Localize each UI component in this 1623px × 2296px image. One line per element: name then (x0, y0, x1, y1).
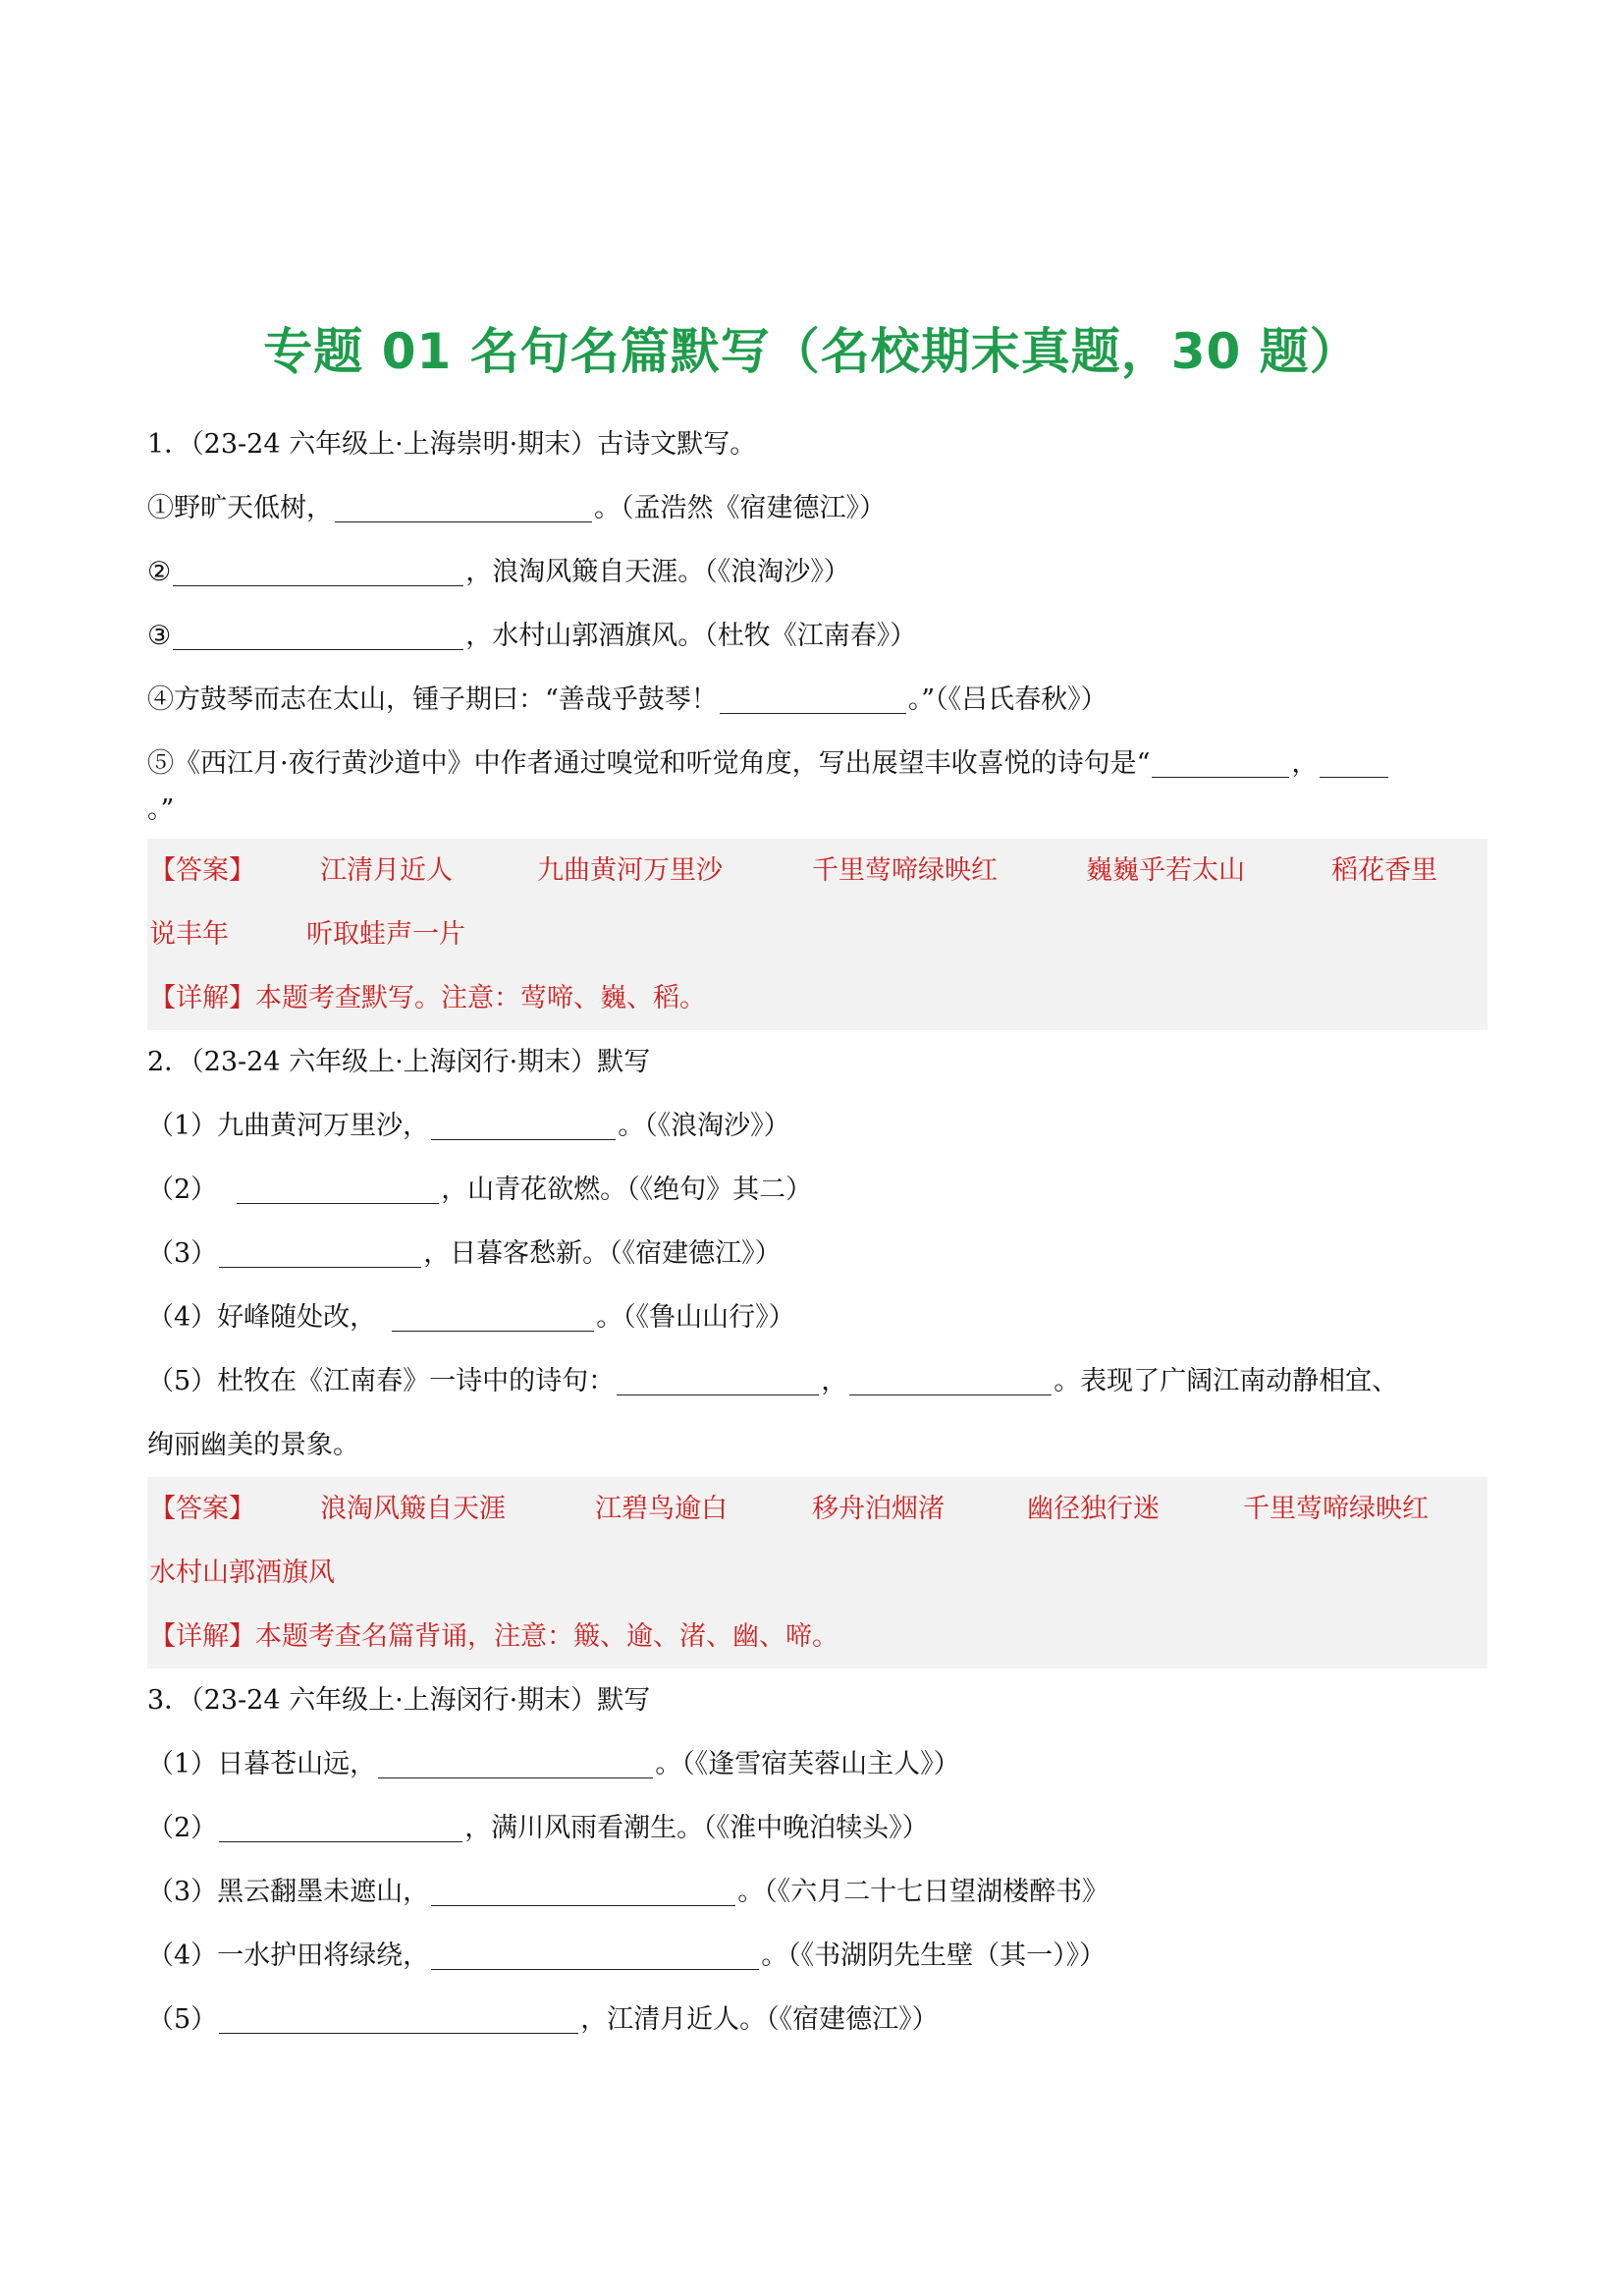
q3-item-1-text: （1）日暮苍山远， (147, 1749, 377, 1779)
answer-item: 千里莺啼绿映红 (1243, 1494, 1429, 1524)
q1-item-3 (147, 604, 1488, 668)
page-title: 专题 01 名句名篇默写（名校期末真题，30 题） (263, 323, 1360, 380)
q2-item-1-source: 。（《浪淘沙》） (618, 1111, 790, 1141)
answer-blank (219, 1812, 462, 1842)
q3-item-3-source: 。（《六月二十七日望湖楼醉书》 (737, 1877, 1109, 1907)
answer-blank (173, 620, 463, 650)
answer-tag: 【答案】 (149, 855, 255, 886)
q2-item-5 (147, 1349, 1488, 1413)
q2-item-4 (147, 1285, 1488, 1349)
q3-item-3 (147, 1860, 1488, 1924)
q2-item-3-num: （3） (147, 1238, 218, 1269)
answer-blank (335, 492, 592, 522)
answer-blank (219, 2003, 578, 2034)
q1-item-4-source: 。”（《吕氏春秋》） (907, 684, 1108, 715)
answer-blank (1152, 747, 1289, 778)
q1-item-5-comma: ， (1291, 748, 1319, 779)
q3-item-4-text: （4）一水护田将绿绕， (147, 1941, 430, 1971)
q3-item-4-source: 。（《书湖阴先生壁（其一）》） (761, 1941, 1107, 1971)
q1-answer-box (147, 839, 1488, 1030)
answer-blank (392, 1301, 594, 1332)
q2-item-1 (147, 1094, 1488, 1158)
content (147, 412, 1488, 2051)
q1-item-3-text: ，水村山郭酒旗风。（杜牧《江南春》） (465, 621, 917, 651)
q1-item-1 (147, 476, 1488, 540)
q1-item-4-text: ④方鼓琴而志在太山，锺子期曰：“善哉乎鼓琴！ (147, 684, 718, 715)
q2-answer-line-2 (147, 1541, 1488, 1605)
q2-item-2-text: ，山青花欲燃。（《绝句》其二） (441, 1175, 813, 1205)
answer-blank (431, 1876, 735, 1906)
q1-heading: 1．（23-24 六年级上·上海崇明·期末）古诗文默写。 (147, 429, 757, 460)
q1-item-3-num: ③ (147, 621, 172, 651)
q2-answer-box (147, 1477, 1488, 1668)
q3-item-5-num: （5） (147, 2004, 218, 2035)
answer-item: 水村山郭酒旗风 (149, 1558, 335, 1588)
q2-item-4-source: 。（《鲁山山行》） (596, 1302, 795, 1333)
answer-blank (431, 1110, 616, 1140)
q3-item-2 (147, 1796, 1488, 1860)
q1-item-2-num: ② (147, 557, 172, 587)
q3-item-2-text: ，满川风雨看潮生。（《淮中晚泊犊头》） (464, 1813, 929, 1843)
q2-heading: 2．（23-24 六年级上·上海闵行·期末）默写 (147, 1047, 651, 1077)
answer-item: 江清月近人 (320, 855, 453, 886)
q3-item-5-text: ，江清月近人。（《宿建德江》） (580, 2004, 939, 2035)
answer-blank (849, 1365, 1052, 1395)
answer-item: 千里莺啼绿映红 (812, 855, 998, 886)
q2-item-1-text: （1）九曲黄河万里沙， (147, 1111, 430, 1141)
q2-item-4-text: （4）好峰随处改， (147, 1302, 377, 1333)
q2-detail-line (147, 1605, 1488, 1668)
answer-blank (378, 1748, 653, 1778)
q2-item-5-text: （5）杜牧在《江南春》一诗中的诗句： (147, 1366, 616, 1396)
answer-item: 江碧鸟逾白 (595, 1494, 728, 1524)
detail-text: 本题考查名篇背诵，注意：簸、逾、渚、幽、啼。 (255, 1621, 839, 1652)
q2-item-2-num: （2） (147, 1175, 218, 1205)
q2-item-3 (147, 1222, 1488, 1285)
answer-item: 移舟泊烟渚 (812, 1494, 945, 1524)
answer-blank (720, 683, 906, 714)
answer-item: 浪淘风簸自天涯 (320, 1494, 506, 1524)
q1-item-1-source: 。（孟浩然《宿建德江》） (594, 493, 886, 523)
q3-item-1 (147, 1732, 1488, 1796)
q3-item-5 (147, 1988, 1488, 2051)
q2-item-2 (147, 1158, 1488, 1222)
q3-item-2-num: （2） (147, 1813, 218, 1843)
answer-blank (237, 1174, 439, 1204)
answer-item: 听取蛙声一片 (306, 919, 465, 950)
answer-blank (431, 1940, 759, 1970)
answer-item: 稻花香里 (1331, 855, 1437, 886)
q3-heading: 3．（23-24 六年级上·上海闵行·期末）默写 (147, 1685, 651, 1716)
q1-item-2 (147, 540, 1488, 604)
q2-item-5-comma: ， (821, 1366, 848, 1396)
q1-item-5-text: ⑤《西江月·夜行黄沙道中》中作者通过嗅觉和听觉角度，写出展望丰收喜悦的诗句是“ (147, 748, 1151, 779)
detail-tag: 【详解】 (149, 1621, 255, 1652)
answer-item: 说丰年 (149, 919, 229, 950)
answer-blank (173, 556, 463, 586)
q1-detail-line (147, 966, 1488, 1030)
q1-item-1-text: ①野旷天低树， (147, 493, 333, 523)
answer-item: 巍巍乎若太山 (1086, 855, 1245, 886)
q1-answer-line-1 (147, 839, 1488, 902)
q1-item-4 (147, 668, 1488, 732)
q2-item-5-post: 。表现了广阔江南动静相宜、 (1054, 1366, 1399, 1396)
detail-tag: 【详解】 (149, 983, 255, 1013)
q1-answer-line-2 (147, 902, 1488, 966)
q3-item-4 (147, 1924, 1488, 1988)
detail-text: 本题考查默写。注意：莺啼、巍、稻。 (255, 983, 706, 1013)
answer-tag: 【答案】 (149, 1494, 255, 1524)
q1-item-5 (147, 732, 1488, 795)
q2-item-3-text: ，日暮客愁新。（《宿建德江》） (423, 1238, 782, 1269)
answer-item: 幽径独行迷 (1027, 1494, 1160, 1524)
answer-blank (1320, 747, 1388, 778)
q1-item-2-text: ，浪淘风簸自天涯。（《浪淘沙》） (465, 557, 850, 587)
q1-item-5-end: 。” (147, 794, 175, 825)
q3-item-1-source: 。（《逢雪宿芙蓉山主人》） (655, 1749, 960, 1779)
answer-item: 九曲黄河万里沙 (537, 855, 723, 886)
q2-answer-line-1 (147, 1477, 1488, 1541)
q3-item-3-text: （3）黑云翻墨未遮山， (147, 1877, 430, 1907)
answer-blank (617, 1365, 819, 1395)
answer-blank (219, 1237, 421, 1268)
q2-item-5-cont: 绚丽幽美的景象。 (147, 1430, 359, 1460)
